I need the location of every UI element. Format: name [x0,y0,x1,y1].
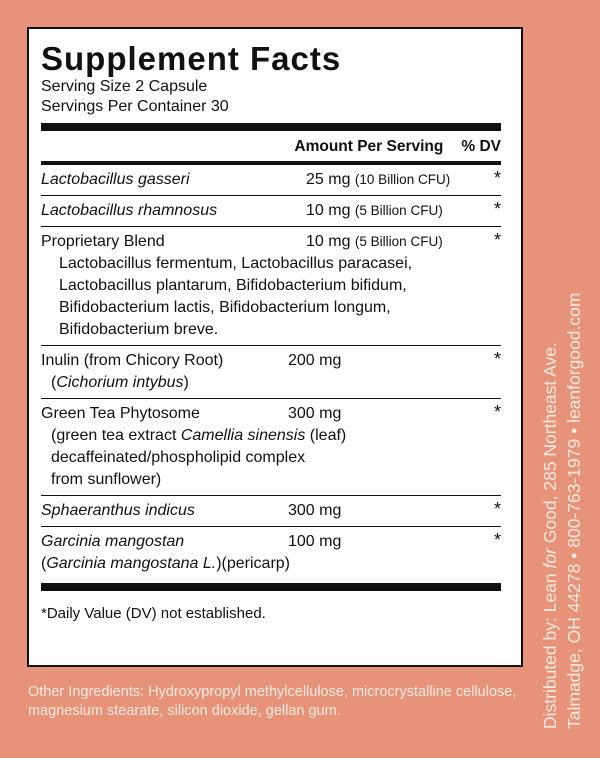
nutrient-amount: 300 mg [288,502,342,519]
nutrient-row [41,399,501,496]
panel-title: Supplement Facts [41,40,342,77]
nutrient-name: Lactobacillus rhamnosus [41,202,218,219]
amount-header: Amount Per Serving [294,138,444,155]
dv-value: * [493,168,501,188]
dv-value: * [493,199,501,219]
cfu-count: (10 Billion CFU) [354,172,451,187]
nutrient-row [41,527,501,579]
nutrient-source: (green tea extract Camellia sinensis (leaf) [51,427,347,444]
nutrient-amount: 300 mg [288,405,342,422]
nutrient-source: decaffeinated/phospholipid complex [51,449,306,466]
servings-per-container: Servings Per Container 30 [41,98,229,115]
serving-size: Serving Size 2 Capsule [41,78,208,95]
nutrient-row [41,496,501,527]
nutrient-amount: 10 mg (5 Billion CFU) [306,233,443,250]
dv-value: * [493,530,501,550]
nutrient-row [41,227,501,346]
dv-value: * [493,499,501,519]
cfu-count: (5 Billion CFU) [354,234,443,249]
nutrient-amount: 200 mg [288,352,342,369]
dv-value: * [493,349,501,369]
footnote: *Daily Value (DV) not established. [41,605,266,622]
nutrient-name: Lactobacillus gasseri [41,171,190,188]
divider-thick [41,123,501,131]
dv-value: * [493,230,501,250]
nutrient-row [41,165,501,196]
dv-header: % DV [461,138,501,155]
nutrient-amount: 10 mg (5 Billion CFU) [306,202,443,219]
nutrient-name: Garcinia mangostan [41,533,185,550]
distributor-info [531,0,593,758]
nutrient-name: Green Tea Phytosome [41,405,200,422]
nutrient-source: from sunflower) [51,471,162,488]
blend-details: Lactobacillus fermentum, Lactobacillus paracasei, Lactobacillus plantarum, Bifidobacterium bifidum, Bifidobacterium lactis, Bifidobacterium longum, Bifidobacterium breve. [59,255,413,338]
distributor-line-2: Talmadge, OH 44278 • 800-763-1979 • leanforgood.com [564,292,584,729]
supplement-facts-panel [27,27,523,667]
nutrient-name: Inulin (from Chicory Root) [41,352,224,369]
distributor-line-1: Distributed by: Lean for Good, 285 Northeast Ave. [540,342,560,729]
other-ingredients: Other Ingredients: Hydroxypropyl methylcellulose, microcrystalline cellulose, magnesium stearate, silicon dioxide, gellan gum. [28,684,517,719]
nutrient-source: (Garcinia mangostana L.)(pericarp) [41,555,290,572]
nutrient-name: Sphaeranthus indicus [41,502,195,519]
column-header [41,136,501,161]
divider-thick [41,583,501,591]
nutrient-source: (Cichorium intybus) [51,374,189,391]
dv-value: * [493,402,501,422]
nutrient-amount: 100 mg [288,533,342,550]
nutrient-name: Proprietary Blend [41,233,165,250]
cfu-count: (5 Billion CFU) [354,203,443,218]
nutrient-row [41,196,501,227]
nutrient-amount: 25 mg (10 Billion CFU) [306,171,451,188]
nutrient-row [41,346,501,399]
